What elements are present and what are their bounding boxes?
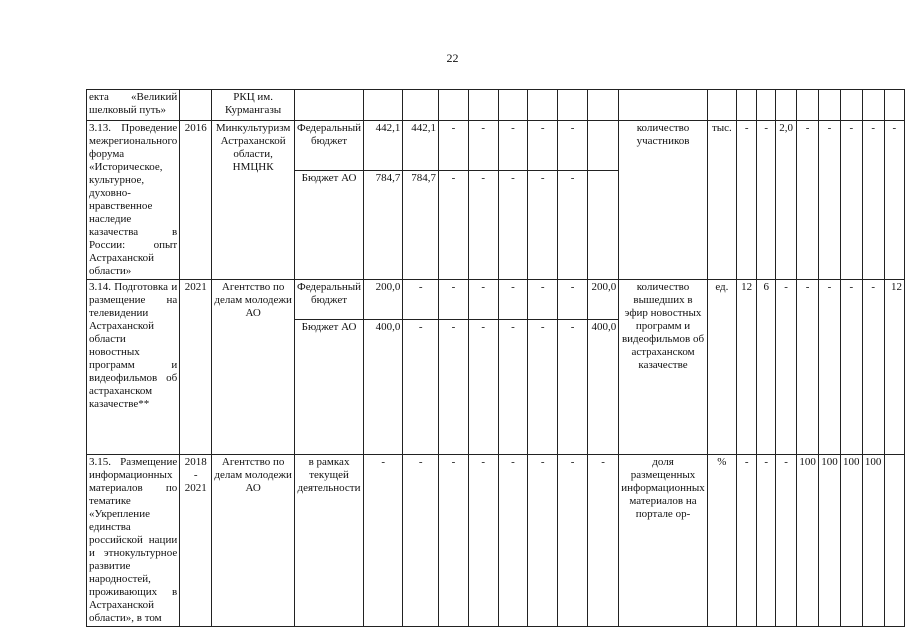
funding-source: Федеральный бюджет [295, 121, 364, 171]
event-executor: Агентство по делам молодежи АО [212, 455, 295, 627]
target-value: - [862, 121, 884, 280]
funding-value: - [468, 320, 498, 455]
cell [840, 90, 862, 121]
target-value: - [776, 455, 797, 627]
funding-source: Бюджет АО [295, 171, 364, 280]
funding-total: 400,0 [364, 320, 403, 455]
funding-value: - [439, 320, 469, 455]
cell [862, 90, 884, 121]
cell [587, 90, 618, 121]
funding-value: - [558, 121, 588, 171]
funding-value: - [468, 455, 498, 627]
funding-value: 400,0 [587, 320, 618, 455]
cell [403, 90, 439, 121]
event-year: 2018 - 2021 [180, 455, 212, 627]
event-year: 2016 [180, 121, 212, 280]
indicator-unit: ед. [707, 280, 736, 455]
cell [364, 90, 403, 121]
funding-value: - [528, 455, 558, 627]
target-value: 100 [840, 455, 862, 627]
target-value: 2,0 [776, 121, 797, 280]
target-value: - [737, 455, 757, 627]
target-value [884, 455, 904, 627]
funding-value: - [528, 280, 558, 320]
target-value: 100 [862, 455, 884, 627]
event-name: 3.14. Подготовка и размещение на телевидении Астраханской области новостных программ и видеофильмов об астраханском казачестве** [87, 280, 180, 455]
funding-source: Бюджет АО [295, 320, 364, 455]
funding-value: - [468, 121, 498, 171]
target-value: - [884, 121, 904, 280]
target-value: - [819, 280, 841, 455]
funding-value: - [403, 280, 439, 320]
funding-value: - [558, 171, 588, 280]
cell [619, 90, 707, 121]
funding-value: - [528, 320, 558, 455]
funding-value [587, 171, 618, 280]
funding-source: Федеральный бюджет [295, 280, 364, 320]
target-value: 12 [884, 280, 904, 455]
cell [757, 90, 776, 121]
cell [884, 90, 904, 121]
funding-value: - [498, 455, 528, 627]
event-year: 2021 [180, 280, 212, 455]
funding-value: 784,7 [403, 171, 439, 280]
funding-value: - [403, 320, 439, 455]
target-value: - [840, 121, 862, 280]
cell [707, 90, 736, 121]
event-executor: Минкультуризм Астраханской области, НМЦНК [212, 121, 295, 280]
funding-value: - [403, 455, 439, 627]
event-year [180, 90, 212, 121]
cell [776, 90, 797, 121]
target-value: 12 [737, 280, 757, 455]
cell [498, 90, 528, 121]
target-value: - [737, 121, 757, 280]
indicator-name: количество вышедших в эфир новостных программ и видеофильмов об астраханском казачестве [619, 280, 707, 455]
funding-value: - [468, 280, 498, 320]
cell [819, 90, 841, 121]
funding-total: 784,7 [364, 171, 403, 280]
funding-value: - [587, 455, 618, 627]
funding-value: - [528, 121, 558, 171]
target-value: - [757, 121, 776, 280]
funding-value: - [558, 455, 588, 627]
funding-total: 200,0 [364, 280, 403, 320]
funding-value: - [439, 455, 469, 627]
target-value: - [840, 280, 862, 455]
funding-value: - [498, 121, 528, 171]
target-value: - [776, 280, 797, 455]
event-name: 3.15. Размещение информационных материалов по тематике «Укрепление единства российской нации и этнокультурное развитие народностей, проживающих в Астраханской области», в том [87, 455, 180, 627]
funding-value: - [558, 280, 588, 320]
funding-total: 442,1 [364, 121, 403, 171]
event-executor: Агентство по делам молодежи АО [212, 280, 295, 455]
funding-value: - [558, 320, 588, 455]
indicator-name: доля размещенных информационных материалов на портале ор- [619, 455, 707, 627]
funding-value: - [439, 171, 469, 280]
target-value: 6 [757, 280, 776, 455]
cell [558, 90, 588, 121]
indicator-unit: тыс. [707, 121, 736, 280]
funding-value: - [498, 320, 528, 455]
cell [468, 90, 498, 121]
event-name: 3.13. Проведение межрегионального форума «Историческое, культурное, духовно-нравственное наследие казачества в России: опыт Астраханской области» [87, 121, 180, 280]
table-row-3-15 [87, 455, 905, 627]
funding-source [295, 90, 364, 121]
table-row-prev [87, 90, 905, 121]
funding-value: - [498, 280, 528, 320]
funding-value: - [498, 171, 528, 280]
indicator-name: количество участников [619, 121, 707, 280]
target-value: - [757, 455, 776, 627]
funding-value: - [468, 171, 498, 280]
target-value: 100 [819, 455, 841, 627]
funding-source: в рамках текущей деятельности [295, 455, 364, 627]
funding-total: - [364, 455, 403, 627]
target-value: - [862, 280, 884, 455]
target-value: - [819, 121, 841, 280]
cell [737, 90, 757, 121]
funding-value [587, 121, 618, 171]
target-value: - [797, 121, 819, 280]
funding-value: - [439, 121, 469, 171]
program-table [86, 89, 905, 627]
cell [797, 90, 819, 121]
funding-value: 200,0 [587, 280, 618, 320]
page-number: 22 [446, 51, 459, 65]
table-row-3-14 [87, 280, 905, 320]
funding-value: - [528, 171, 558, 280]
table-row-3-13 [87, 121, 905, 171]
cell [528, 90, 558, 121]
cell [439, 90, 469, 121]
funding-value: 442,1 [403, 121, 439, 171]
target-value: 100 [797, 455, 819, 627]
indicator-unit: % [707, 455, 736, 627]
event-name: екта «Великий шелковый путь» [87, 90, 180, 121]
funding-value: - [439, 280, 469, 320]
target-value: - [797, 280, 819, 455]
event-executor: РКЦ им. Курмангазы [212, 90, 295, 121]
